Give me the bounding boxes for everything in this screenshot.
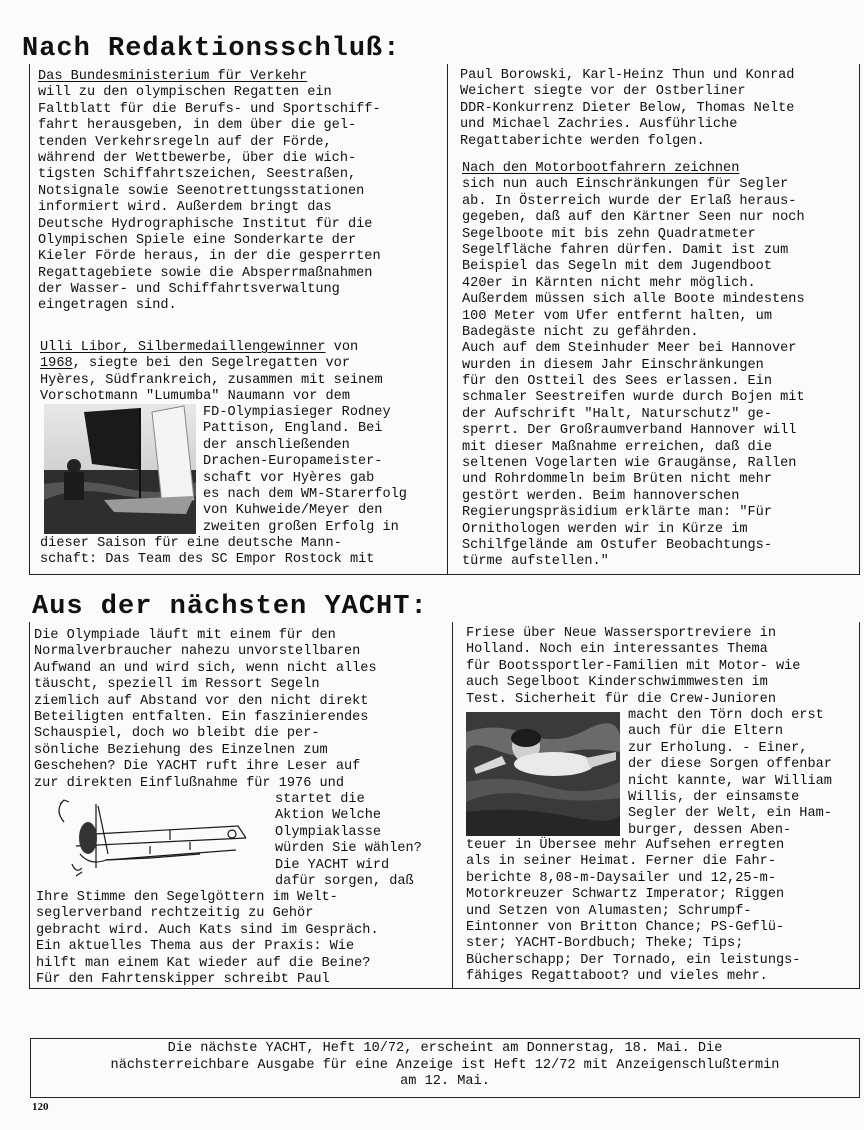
text-line: seglerverband rechtzeitig zu Gehör (36, 906, 314, 922)
text-line: Motorkreuzer Schwartz Imperator; Riggen (466, 887, 785, 903)
text-line: Faltblatt für die Berufs- und Sportschiff- (38, 101, 381, 117)
text-line: Außerdem müssen sich alle Boote mindestens (462, 292, 805, 308)
text-line: täuscht, speziell im Ressort Segeln (34, 677, 320, 693)
text-line: türme aufstellen." (462, 554, 609, 570)
text-line: gestört werden. Beim hannoverschen (462, 488, 740, 504)
text-line: Test. Sicherheit für die Crew-Junioren (466, 691, 776, 707)
text-line: fahrt herausgeben, in dem über die gel- (38, 118, 357, 134)
text-line: Badegäste nicht zu gefährden. (462, 324, 699, 340)
preview-olympiaklasse (275, 792, 422, 890)
article-libor-intro (40, 340, 383, 406)
text-line: Friese über Neue Wassersportreviere in (466, 626, 776, 641)
text-line: will zu den olympischen Regatten ein (38, 85, 332, 101)
text-line: 1968, siegte bei den Segelregatten vor (40, 356, 350, 372)
article-libor-wrap (203, 405, 407, 536)
text-line: der anschließenden (203, 437, 350, 453)
text-line: Schauspiel, doch wo bleibt die per- (34, 726, 320, 742)
text-line: Geschehen? Die YACHT ruft ihre Leser auf (34, 759, 361, 775)
text-line: Schilfgelände am Ostufer Beobachtungs- (462, 537, 772, 553)
text-line: Für den Fahrtenskipper schreibt Paul (36, 971, 330, 987)
text-line: fähiges Regattaboot? und vieles mehr. (466, 969, 768, 985)
next-issue-line-1: Die nächste YACHT, Heft 10/72, erscheint am Donnerstag, 18. Mai. Die (167, 1041, 723, 1056)
text-line: FD-Olympiasieger Rodney (203, 405, 391, 420)
text-line: Beispiel das Segeln mit dem Jugendboot (462, 259, 772, 275)
text-line: Aufwand an und wird sich, wenn nicht alles (34, 660, 377, 676)
section-heading-redaktionsschluss: Nach Redaktionsschluß: (22, 34, 401, 64)
text-line: ab. In Österreich wurde der Erlaß heraus- (462, 193, 797, 209)
text-line: Eintonner von Britton Chance; PS-Geflü- (466, 919, 785, 935)
text-line: sperrt. Der Großraumverband Hannover will (462, 423, 797, 439)
text-line: auch Segelboot Kinderschwimmwesten im (466, 675, 768, 691)
text-line: Aktion Welche (275, 808, 382, 824)
preview-kats (36, 890, 379, 988)
text-line: Beteiligten entfalten. Ein faszinierendes (34, 709, 369, 725)
text-line: und Setzen von Alumasten; Schrumpf- (466, 903, 752, 919)
text-line: nicht kannte, war William (628, 773, 832, 789)
preview-wassersportreviere (466, 626, 800, 708)
text-line: Ihre Stimme den Segelgöttern im Welt- (36, 890, 338, 905)
text-line: Hyères, Südfrankreich, zusammen mit seinem (40, 372, 383, 388)
text-line: Die Olympiade läuft mit einem für den (34, 628, 336, 643)
text-line: der diese Sorgen offenbar (628, 757, 832, 773)
article-motorbootfahrer (462, 161, 805, 571)
text-line: würden Sie wählen? (275, 841, 422, 857)
text-line: startet die (275, 792, 365, 807)
text-line: Weichert siegte vor der Ostberliner (460, 84, 746, 100)
text-line: gegeben, daß auf den Kärtner Seen nur noch (462, 210, 805, 226)
text-line: schaft vor Hyères gab (203, 470, 375, 486)
next-issue-notice (30, 1038, 860, 1098)
text-line: Ulli Libor, Silbermedaillengewinner von (40, 340, 359, 355)
text-line: gebracht wird. Auch Kats sind im Gespräch. (36, 922, 379, 938)
text-line: Normalverbraucher nahezu unvorstellbaren (34, 644, 361, 660)
text-line: dafür sorgen, daß (275, 873, 414, 889)
text-line: eingetragen sind. (38, 298, 177, 314)
text-line: Olympischen Spiele eine Sonderkarte der (38, 232, 357, 248)
text-line: Bücherschapp; Der Tornado, ein leistungs- (466, 952, 801, 968)
text-line: zur direkten Einflußnahme für 1976 und (34, 775, 344, 791)
text-line: ziemlich auf Abstand vor den nicht direkt (34, 693, 369, 709)
text-line: zur Erholung. - Einer, (628, 740, 808, 756)
text-line: Holland. Noch ein interessantes Thema (466, 642, 768, 658)
boat-sketch-illustration (50, 794, 272, 888)
text-line: tigsten Schiffahrtszeichen, Seestraßen, (38, 167, 357, 183)
text-line: und Michael Zachries. Ausführliche (460, 117, 738, 133)
text-line: Segelboote mit bis zehn Quadratmeter (462, 226, 756, 242)
text-line: der Wasser- und Schiffahrtsverwaltung (38, 282, 340, 298)
page-number: 120 (32, 1101, 49, 1113)
text-line: macht den Törn doch erst (628, 708, 824, 723)
text-line: informiert wird. Außerdem bringt das (38, 200, 332, 216)
text-line: Pattison, England. Bei (203, 421, 383, 437)
article-libor-continued (460, 68, 794, 150)
text-line: hilft man einem Kat wieder auf die Beine? (36, 955, 371, 971)
text-line: Segler der Welt, ein Ham- (628, 806, 832, 822)
preview-fahrberichte (466, 838, 800, 986)
text-line: Das Bundesministerium für Verkehr (38, 69, 308, 84)
text-line: für Bootssportler-Familien mit Motor- wie (466, 658, 801, 674)
text-line: seltenen Vogelarten wie Graugänse, Rallen (462, 456, 797, 472)
text-line: und Rohrdommeln beim Brüten nicht mehr (462, 472, 772, 488)
text-line: auch für die Eltern (628, 724, 783, 740)
text-line: DDR-Konkurrenz Dieter Below, Thomas Nelte (460, 100, 795, 116)
text-line: Willis, der einsamste (628, 789, 800, 805)
text-line: es nach dem WM-Starerfolg (203, 486, 407, 502)
next-issue-line-2: nächsterreichbare Ausgabe für eine Anzeige ist Heft 12/72 mit Anzeigenschlußtermin (110, 1057, 780, 1073)
text-line: Auch auf dem Steinhuder Meer bei Hannover (462, 341, 797, 357)
text-line: Nach den Motorbootfahrern zeichnen (462, 161, 740, 176)
preview-willis (628, 708, 832, 839)
text-line: Ornithologen werden wir in Kürze im (462, 521, 748, 537)
next-issue-line-3: am 12. Mai. (400, 1074, 490, 1089)
text-line: Notsignale sowie Seenotrettungsstationen (38, 183, 365, 199)
text-line: Olympiaklasse (275, 824, 382, 840)
section-heading-naechste-yacht: Aus der nächsten YACHT: (32, 592, 428, 622)
text-line: 100 Meter vom Ufer entfernt halten, um (462, 308, 772, 324)
text-line: zweiten großen Erfolg in (203, 519, 399, 535)
text-line: Regattagebiete sowie die Absperrmaßnahmen (38, 265, 373, 281)
text-line: der Aufschrift "Halt, Naturschutz" ge- (462, 406, 772, 422)
text-line: für den Ostteil des Sees erlassen. Ein (462, 374, 772, 390)
text-line: berichte 8,08-m-Daysailer und 12,25-m- (466, 870, 776, 886)
column-divider (447, 64, 448, 574)
text-line: Regierungspräsidium erklärte man: "Für (462, 505, 772, 521)
column-divider (452, 622, 453, 988)
text-line: sich nun auch Einschränkungen für Segler (462, 177, 789, 193)
text-line: dieser Saison für eine deutsche Mann- (40, 536, 342, 551)
text-line: Segelfläche fahren dürfen. Damit ist zum (462, 242, 789, 258)
text-line: 420er in Kärnten nicht mehr möglich. (462, 275, 756, 291)
text-line: sönliche Beziehung des Einzelnen zum (34, 742, 328, 758)
text-line: als in seiner Heimat. Ferner die Fahr- (466, 854, 776, 870)
text-line: Drachen-Europameister- (203, 454, 383, 470)
child-swimming-photo (466, 712, 620, 836)
article-verkehrsministerium (38, 69, 381, 315)
text-line: Deutsche Hydrographische Institut für die (38, 216, 373, 232)
text-line: Ein aktuelles Thema aus der Praxis: Wie (36, 939, 355, 955)
text-line: wurden in diesem Jahr Einschränkungen (462, 357, 764, 373)
sailing-race-photo (44, 404, 196, 534)
text-line: teuer in Übersee mehr Aufsehen erregten (466, 838, 785, 853)
text-line: ster; YACHT-Bordbuch; Theke; Tips; (466, 936, 744, 952)
text-line: Vorschotmann "Lumumba" Naumann vor dem (40, 389, 350, 405)
text-line: Kieler Förde heraus, in der die gesperrten (38, 249, 381, 265)
article-libor-end (40, 536, 374, 569)
text-line: von Kuhweide/Meyer den (203, 503, 383, 519)
text-line: Paul Borowski, Karl-Heinz Thun und Konrad (460, 68, 795, 83)
text-line: Regattaberichte werden folgen. (460, 133, 705, 149)
text-line: schmaler Seestreifen wurde durch Bojen mit (462, 390, 805, 406)
preview-olympiade (34, 628, 377, 792)
text-line: tenden Verkehrsregeln auf der Förde, (38, 134, 332, 150)
text-line: schaft: Das Team des SC Empor Rostock mit (40, 552, 375, 568)
text-line: während der Wettbewerbe, über die wich- (38, 150, 357, 166)
text-line: burger, dessen Aben- (628, 822, 792, 838)
text-line: mit dieser Maßnahme erreichen, daß die (462, 439, 772, 455)
text-line: Die YACHT wird (275, 857, 390, 873)
